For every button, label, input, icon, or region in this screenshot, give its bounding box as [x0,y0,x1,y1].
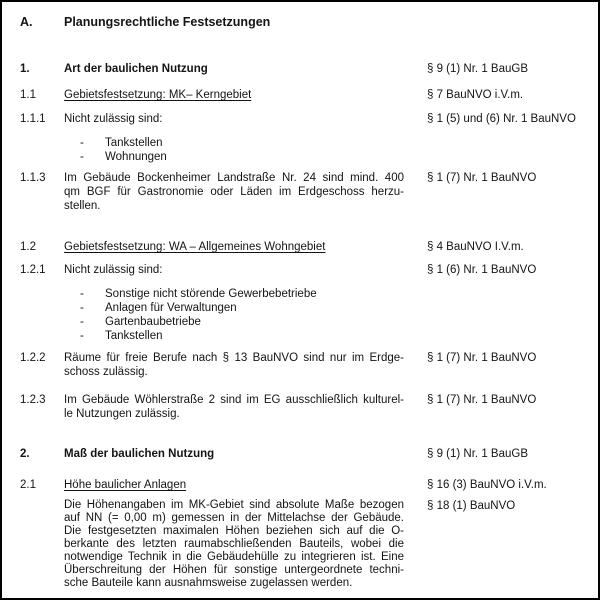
title-number: A. [20,15,33,29]
bullet-item [64,287,404,301]
row-number: 1.1.1 [20,113,46,125]
bullet-label: Sonstige nicht störende Gewerbebetriebe [105,288,317,300]
bullet-item [64,301,404,315]
section-row-1-2 [20,240,590,254]
law-reference: § 16 (3) BauNVO i.V.m. [427,479,547,491]
section-row-1 [20,62,590,76]
bullet-item [64,315,404,329]
paragraph-line: qm BGF für Gastronomie oder Läden im Erdgeschoss herzu- [64,186,404,198]
section-row-1-1-1 [20,112,590,126]
bullet-item [64,136,404,150]
subsection-heading: Höhe baulicher Anlagen [64,479,187,491]
bullet-list-row [20,136,590,164]
document-title-row [20,14,590,30]
bullet-label: Anlagen für Verwaltungen [105,302,237,314]
bullet-dash: - [80,316,84,328]
subsection-heading: Gebietsfestsetzung: MK– Kerngebiet [64,89,252,101]
paragraph-line: schoss zulässig. [64,366,148,378]
page-title: Planungsrechtliche Festsetzungen [64,15,271,29]
section-row-1-2-3 [20,393,590,421]
body-paragraph [64,393,404,421]
bullet-label: Tankstellen [105,137,163,149]
bullet-item [64,329,404,343]
body-paragraph [64,351,404,379]
section-heading: Maß der baulichen Nutzung [64,448,215,460]
paragraph-line: Räume für freie Berufe nach § 13 BauNVO sind nur im Erdge- [64,352,404,364]
bullet-dash: - [80,330,84,342]
section-heading: Art der baulichen Nutzung [64,63,208,75]
row-number: 1.2.1 [20,264,46,276]
bullet-list-row [20,287,590,343]
row-number: 2.1 [20,479,36,491]
row-number: 1.2 [20,241,36,253]
paragraph-line: Im Gebäude Wöhlerstraße 2 sind im EG ausschließlich kulturel- [64,394,404,406]
body-paragraph [64,499,404,590]
section-row-2 [20,447,590,461]
law-reference: § 7 BauNVO i.V.m. [427,89,524,101]
body-text: Nicht zulässig sind: [64,113,163,125]
section-row-1-1 [20,88,590,102]
row-number: 1.1.3 [20,172,46,184]
row-number: 1.2.2 [20,352,46,364]
law-reference: § 1 (7) Nr. 1 BauNVO [427,352,537,364]
law-reference: § 9 (1) Nr. 1 BauGB [427,63,528,75]
row-number: 2. [20,448,30,460]
subsection-heading: Gebietsfestsetzung: WA – Allgemeines Wohngebiet [64,241,326,253]
body-text: Nicht zulässig sind: [64,264,163,276]
law-reference: § 18 (1) BauNVO [427,500,516,512]
paragraph-line: Im Gebäude Bockenheimer Landstraße Nr. 24 sind mind. 400 [64,172,404,184]
bullet-label: Gartenbaubetriebe [105,316,201,328]
bullet-dash: - [80,288,84,300]
bullet-dash: - [80,302,84,314]
paragraph-line: le Nutzungen zulässig. [64,408,180,420]
paragraph-line: Die festgesetzten maximalen Höhen beziehen sich auf die O- [64,525,404,537]
bullet-label: Wohnungen [105,151,167,163]
paragraph-line: Die Höhenangaben im MK-Gebiet sind absolute Maße bezogen [64,499,404,511]
row-number: 1. [20,63,30,75]
bullet-item [64,150,404,164]
paragraph-line: stellen. [64,200,101,212]
law-reference: § 9 (1) Nr. 1 BauGB [427,448,528,460]
body-paragraph [64,171,404,213]
bullet-label: Tankstellen [105,330,163,342]
section-row-2-1 [20,478,590,492]
law-reference: § 1 (7) Nr. 1 BauNVO [427,394,537,406]
section-row-1-1-3 [20,171,590,213]
law-reference: § 1 (7) Nr. 1 BauNVO [427,172,537,184]
section-row-1-2-2 [20,351,590,379]
bullet-dash: - [80,151,84,163]
paragraph-line: auf NN (= 0,00 m) gemessen in der Mittelachse der Gebäude. [64,512,404,524]
row-number: 1.2.3 [20,394,46,406]
paragraph-line: berkante des letzten raumabschließenden Bauteils, wobei die [64,538,404,550]
paragraph-line: notwendige Technik in die Gebäudehülle zu integrieren ist. Eine [64,551,404,563]
law-reference: § 1 (6) Nr. 1 BauNVO [427,264,537,276]
law-reference: § 1 (5) und (6) Nr. 1 BauNVO [427,113,576,125]
law-reference: § 4 BauNVO I.V.m. [427,241,524,253]
bullet-dash: - [80,137,84,149]
section-row-1-2-1 [20,263,590,277]
section-row-2-1-body [20,499,590,590]
paragraph-line: Überschreitung der Höhen für sonstige untergeordnete techni- [64,564,404,576]
row-number: 1.1 [20,89,36,101]
paragraph-line: sche Bauteile kann ausnahmsweise zugelassen werden. [64,577,353,589]
